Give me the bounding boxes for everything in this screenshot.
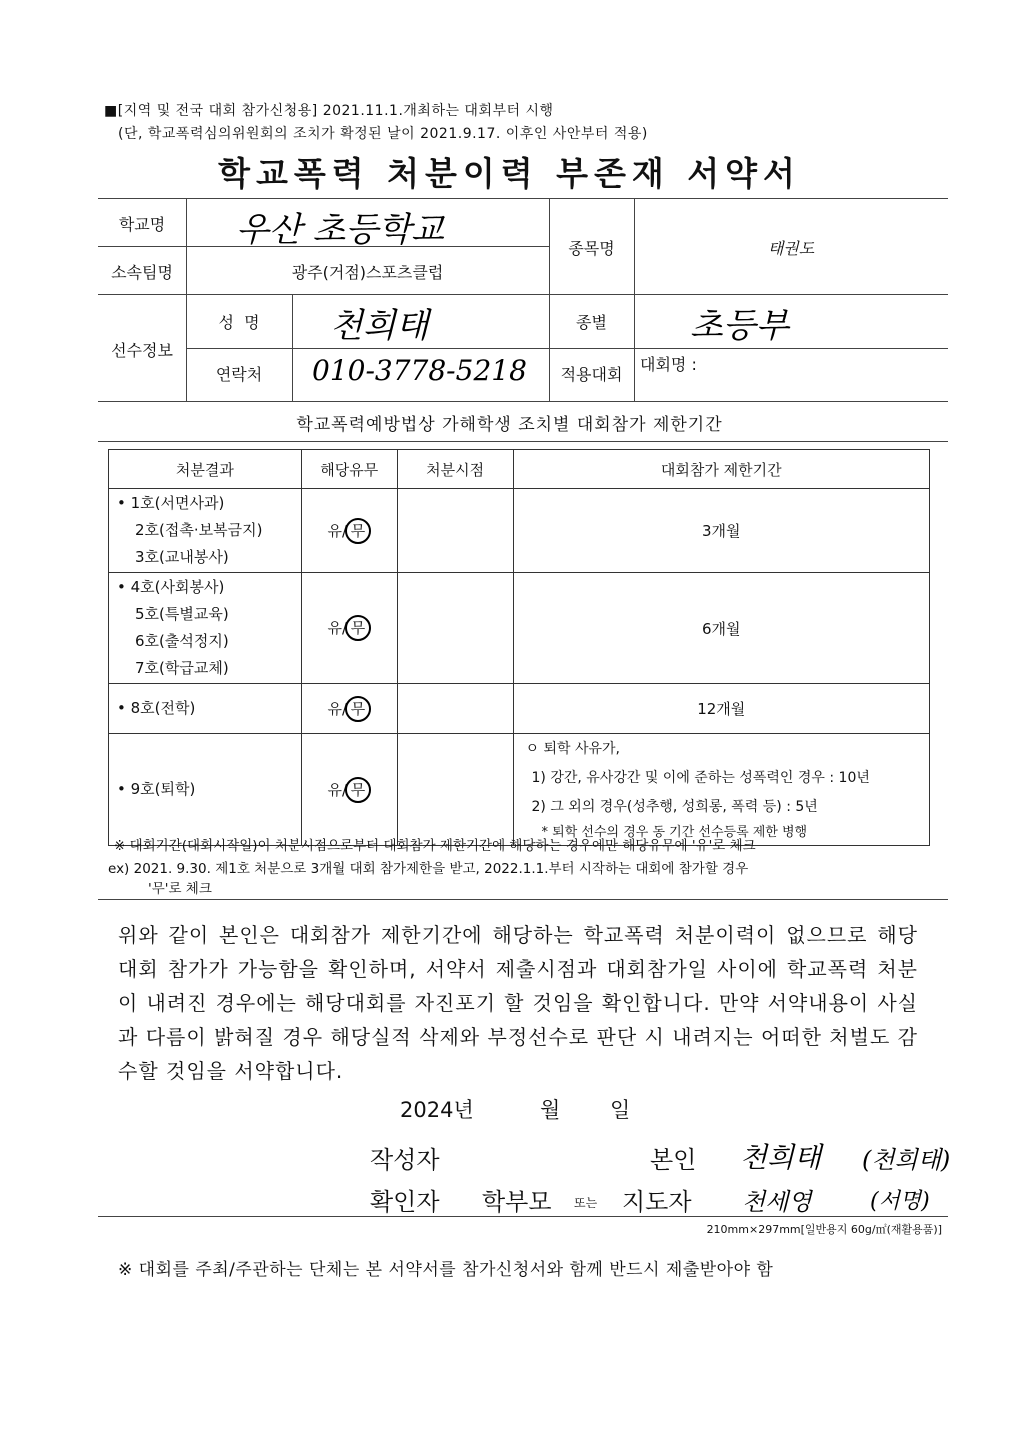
self-signed-name: 천희태 — [740, 1141, 822, 1174]
footnote-divider — [98, 899, 948, 900]
applicable-cell[interactable]: 유/ 무 — [301, 489, 397, 573]
no-option-circled: 무 — [345, 518, 371, 544]
row-items — [109, 684, 302, 734]
contact-label: 연락처 — [215, 365, 263, 384]
row-items — [109, 573, 302, 684]
rules-table — [108, 449, 930, 846]
event-value: 태권도 — [767, 239, 815, 258]
expulsion-details — [513, 734, 929, 846]
competition-value: 대회명 : — [640, 355, 697, 374]
confirmer-label: 확인자 — [370, 1188, 440, 1216]
rules-heading: 학교폭력예방법상 가해학생 조치별 대회참가 제한기간 — [296, 415, 723, 435]
header-note-2: (단, 학교폭력심의위원회의 조치가 확정된 날이 2021.9.17. 이후인 사안부터 적용) — [118, 126, 648, 142]
detail-line: 2) 그 외의 경우(성추행, 성희롱, 폭력 등) : 5년 — [531, 799, 818, 815]
self-label: 본인 — [650, 1146, 697, 1174]
period-value: 6개월 — [513, 573, 929, 684]
no-option-circled: 무 — [345, 615, 371, 641]
division-label: 종별 — [576, 313, 607, 332]
signature-divider — [98, 1216, 948, 1217]
team-value: 광주(거점)스포츠클럽 — [291, 263, 444, 282]
no-option-circled: 무 — [345, 777, 371, 803]
division-value: 초등부 — [690, 306, 789, 346]
list-item: • 1호(서면사과) — [117, 494, 225, 512]
header-time: 처분시점 — [397, 450, 513, 489]
footnote-1: ※ 대회기간(대회시작일)이 처분시점으로부터 대회참가 제한기간에 해당하는 경우에만 해당유무에 '유'로 체크 — [114, 838, 756, 854]
coach-stamp: (서명) — [870, 1189, 930, 1214]
header-period: 대회참가 제한기간 — [513, 450, 929, 489]
row-items — [109, 734, 302, 846]
detail-line: ㅇ 퇴학 사유가, — [525, 741, 621, 757]
time-cell[interactable] — [397, 573, 513, 684]
name-value: 천희태 — [330, 306, 429, 346]
list-item: 6호(출석정지) — [135, 632, 229, 650]
school-value: 우산 초등학교 — [236, 210, 444, 250]
list-item: 7호(학급교체) — [135, 659, 229, 677]
bottom-note: ※ 대회를 주최/주관하는 단체는 본 서약서를 참가신청서와 함께 반드시 제출받아야 함 — [118, 1260, 774, 1280]
applicable-cell[interactable]: 유/ 무 — [301, 734, 397, 846]
applicable-cell[interactable]: 유/ 무 — [301, 684, 397, 734]
applicable-cell[interactable]: 유/ 무 — [301, 573, 397, 684]
pledge-text: 위와 같이 본인은 대회참가 제한기간에 해당하는 학교폭력 처분이력이 없으므로 해당 대회 참가가 가능함을 확인하며, 서약서 제출시점과 대회참가일 사이에 학교폭력 처분이 내려진 경우에는 해당대회를 자진포기 할 것임을 확인합니다. 만약 서약내용이 사실과 다름이 밝혀질 경우 해당실적 삭제와 부정선수로 판단 시 내려지는 어떠한 처벌도 감수할 것임을 서약합니다. — [118, 923, 918, 1083]
detail-line: * 퇴학 선수의 경우 동 기간 선수등록 제한 병행 — [541, 825, 808, 840]
table-row — [109, 489, 930, 573]
rules-header-row — [109, 450, 930, 489]
date-day: 일 — [610, 1098, 631, 1122]
header-applicable: 해당유무 — [301, 450, 397, 489]
coach-signed-name: 천세영 — [742, 1188, 812, 1216]
date-year: 2024년 — [400, 1098, 474, 1122]
contact-value: 010-3778-5218 — [312, 354, 527, 387]
list-item: 5호(특별교육) — [135, 605, 229, 623]
time-cell[interactable] — [397, 489, 513, 573]
list-item: 2호(접촉·보복금지) — [135, 521, 263, 539]
list-item: 3호(교내봉사) — [135, 548, 229, 566]
yes-option: 유 — [327, 780, 342, 799]
period-value: 12개월 — [513, 684, 929, 734]
self-stamp: (천희태) — [862, 1146, 951, 1174]
writer-label: 작성자 — [370, 1146, 440, 1174]
or-label: 또는 — [574, 1196, 598, 1210]
table-row — [109, 684, 930, 734]
no-option-circled: 무 — [345, 696, 371, 722]
footnote-2: ex) 2021. 9.30. 제1호 처분으로 3개월 대회 참가제한을 받고, 2022.1.1.부터 시작하는 대회에 참가할 경우 — [108, 861, 749, 877]
page-title: 학교폭력 처분이력 부존재 서약서 — [218, 154, 801, 193]
yes-option: 유 — [327, 521, 342, 540]
detail-line: 1) 강간, 유사강간 및 이에 준하는 성폭력인 경우 : 10년 — [531, 770, 870, 786]
competition-label: 적용대회 — [560, 365, 623, 384]
header-result: 처분결과 — [109, 450, 302, 489]
row-items — [109, 489, 302, 573]
header-note-1: ■[지역 및 전국 대회 참가신청용] 2021.11.1.개최하는 대회부터 시행 — [104, 103, 554, 119]
school-label: 학교명 — [118, 215, 166, 234]
time-cell[interactable] — [397, 734, 513, 846]
table-row — [109, 734, 930, 846]
parent-label: 학부모 — [482, 1188, 552, 1216]
player-info-label: 선수정보 — [111, 341, 173, 360]
paper-spec: 210mm×297mm[일반용지 60g/㎡(재활용품)] — [706, 1223, 942, 1236]
rules-heading-divider — [98, 441, 948, 442]
yes-option: 유 — [327, 699, 342, 718]
yes-option: 유 — [327, 619, 342, 637]
date-month: 월 — [540, 1098, 561, 1122]
list-item: • 4호(사회봉사) — [117, 578, 225, 596]
table-row — [109, 573, 930, 684]
list-item: • 8호(전학) — [117, 699, 196, 717]
time-cell[interactable] — [397, 684, 513, 734]
list-item: • 9호(퇴학) — [117, 780, 196, 798]
coach-label: 지도자 — [622, 1188, 692, 1216]
footnote-3: '무'로 체크 — [148, 881, 212, 897]
period-value: 3개월 — [513, 489, 929, 573]
name-label: 성 명 — [218, 313, 260, 332]
team-label: 소속팀명 — [111, 263, 173, 282]
event-label: 종목명 — [568, 239, 615, 258]
